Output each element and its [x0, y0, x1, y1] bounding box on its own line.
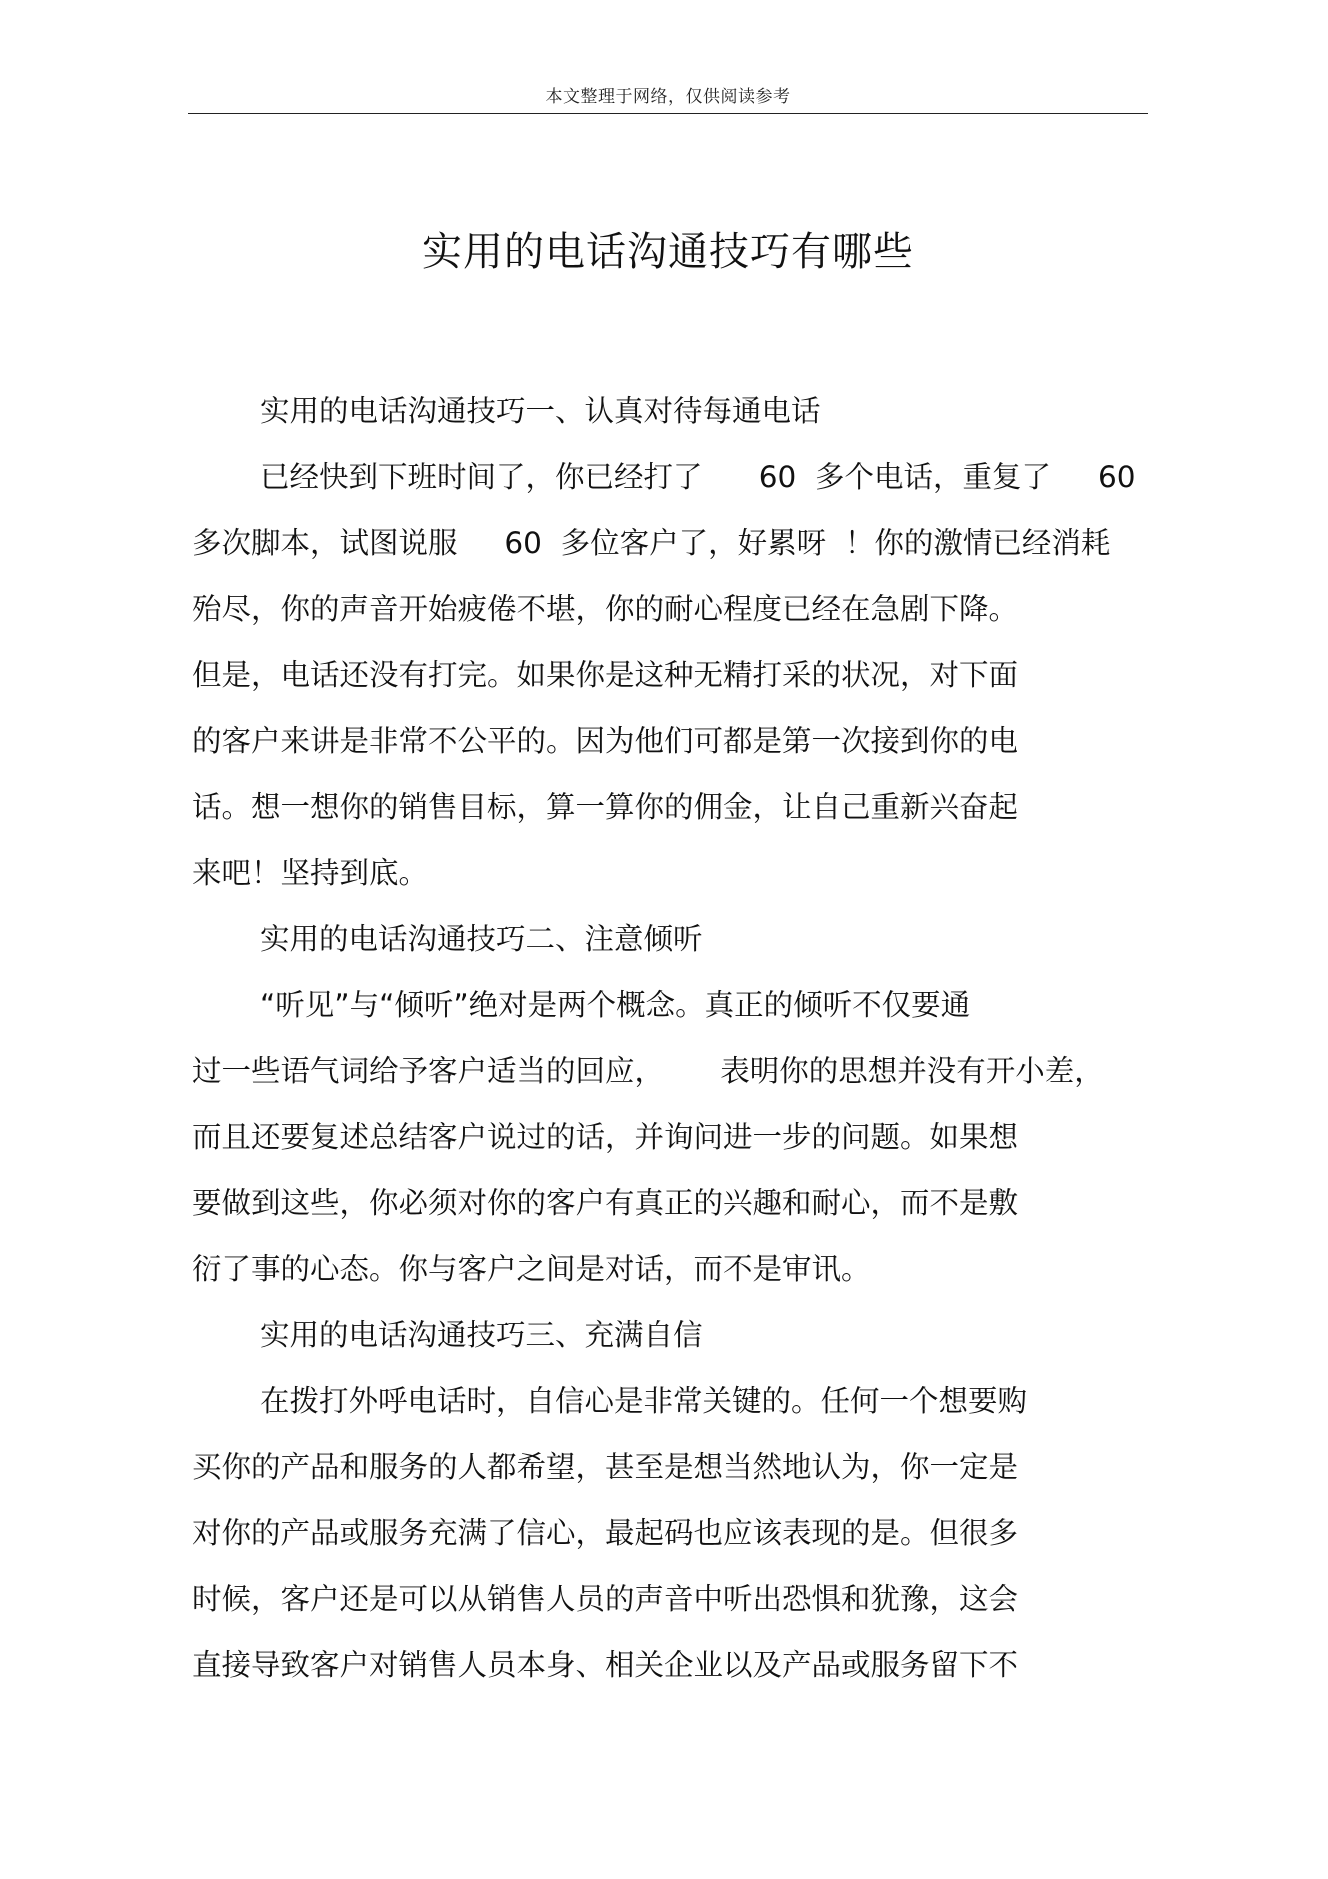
paragraph-line: 话。想一想你的销售目标，算一算你的佣金，让自己重新兴奋起	[192, 790, 1019, 824]
paragraph-line: 在拨打外呼电话时，自信心是非常关键的。任何一个想要购	[260, 1384, 1028, 1418]
paragraph-line: 已经快到下班时间了，你已经打了 60 多个电话，重复了 60	[260, 460, 1136, 494]
paragraph-line: 过一些语气词给予客户适当的回应， 表明你的思想并没有开小差，	[192, 1054, 1104, 1088]
section-heading-1: 实用的电话沟通技巧一、认真对待每通电话	[260, 394, 821, 428]
paragraph-line: 多次脚本，试图说服 60 多位客户了，好累呀 ！你的激情已经消耗	[192, 526, 1111, 560]
section-heading-3: 实用的电话沟通技巧三、充满自信	[260, 1318, 703, 1352]
paragraph-line: 衍了事的心态。你与客户之间是对话，而不是审讯。	[192, 1252, 871, 1286]
paragraph-line: 时候，客户还是可以从销售人员的声音中听出恐惧和犹豫，这会	[192, 1582, 1019, 1616]
paragraph-line: 直接导致客户对销售人员本身、相关企业以及产品或服务留下不	[192, 1648, 1019, 1682]
page-header: 本文整理于网络，仅供阅读参考	[545, 87, 791, 107]
paragraph-line: 买你的产品和服务的人都希望，甚至是想当然地认为，你一定是	[192, 1450, 1019, 1484]
paragraph-line: 来吧！坚持到底。	[192, 856, 429, 890]
paragraph-line: “听见”与“倾听”绝对是两个概念。真正的倾听不仅要通	[260, 988, 971, 1022]
paragraph-line: 殆尽，你的声音开始疲倦不堪，你的耐心程度已经在急剧下降。	[192, 592, 1019, 626]
paragraph-line: 要做到这些，你必须对你的客户有真正的兴趣和耐心，而不是敷	[192, 1186, 1019, 1220]
section-heading-2: 实用的电话沟通技巧二、注意倾听	[260, 922, 703, 956]
paragraph-line: 对你的产品或服务充满了信心，最起码也应该表现的是。但很多	[192, 1516, 1019, 1550]
paragraph-line: 的客户来讲是非常不公平的。因为他们可都是第一次接到你的电	[192, 724, 1019, 758]
paragraph-line: 而且还要复述总结客户说过的话，并询问进一步的问题。如果想	[192, 1120, 1019, 1154]
document-title: 实用的电话沟通技巧有哪些	[422, 229, 914, 275]
header-divider	[188, 113, 1148, 114]
paragraph-line: 但是，电话还没有打完。如果你是这种无精打采的状况，对下面	[192, 658, 1019, 692]
document-body	[192, 378, 1152, 1698]
